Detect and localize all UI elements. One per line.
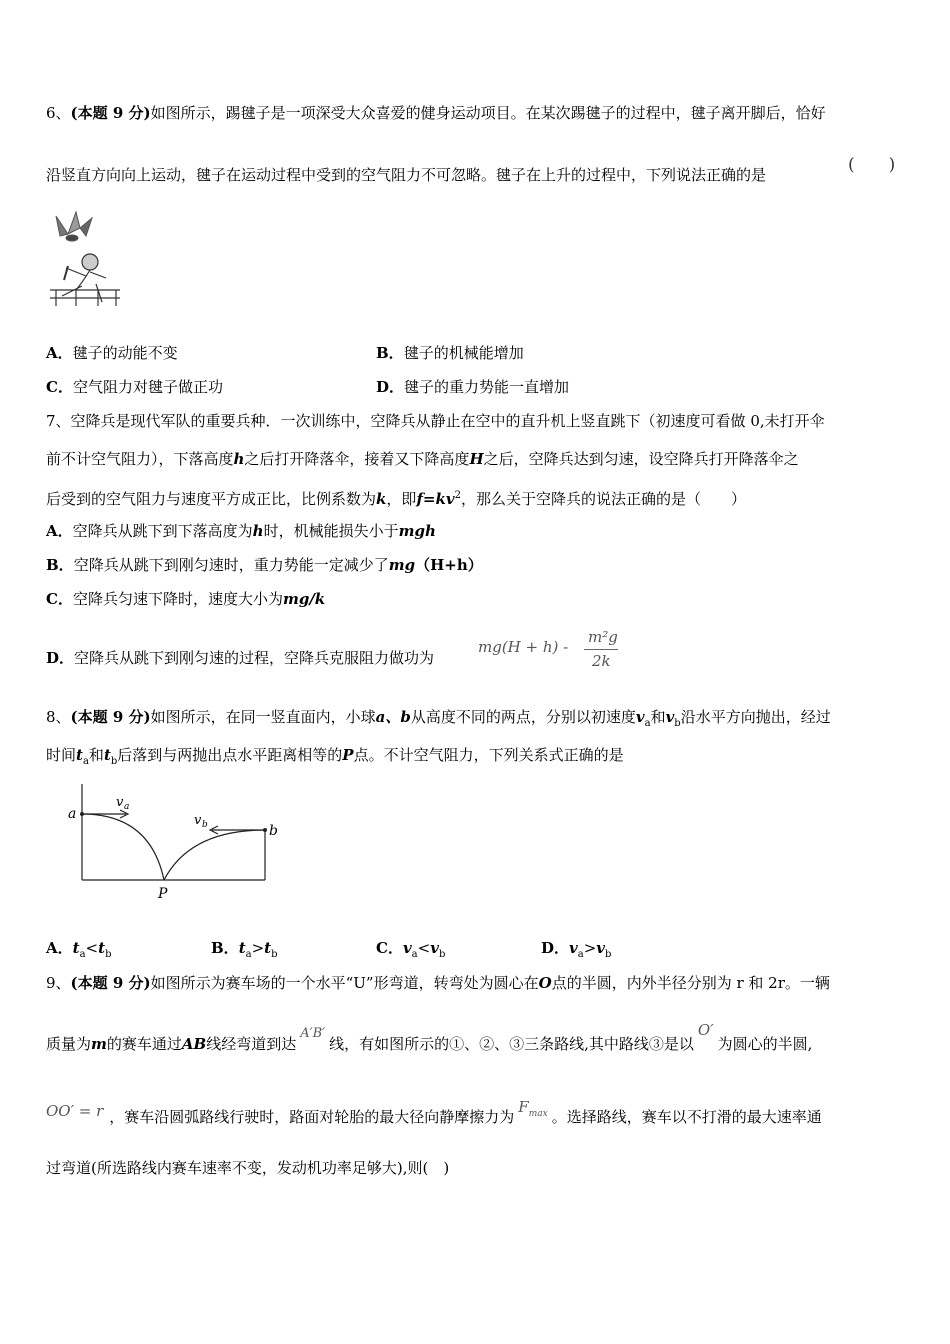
q7-option-b[interactable]: B．空降兵从跳下到刚匀速时，重力势能一定减少了mg（H+h） (46, 556, 483, 574)
q9-line2: 质量为m的赛车通过AB线经弯道到达A′B′线，有如图所示的①、②、③三条路线,其中路线③是以O′为圆心的半圆, (46, 1021, 813, 1053)
q8-option-d[interactable]: D．$v_a>v_b$ (541, 939, 612, 960)
projectile-figure (60, 778, 290, 904)
label-va: v (116, 795, 124, 810)
q9-line4: 过弯道(所选路线内赛车速率不变，发动机功率足够大),则( ) (46, 1159, 450, 1177)
q7-line3: 后受到的空气阻力与速度平方成正比，比例系数为k，即$f=kv^2$，那么关于空降兵的说法正确的是（ ） (46, 490, 746, 508)
label-a: a (68, 806, 77, 822)
q9-line1: 9、(本题 9 分)如图所示为赛车场的一个水平“U”形弯道，转弯处为圆心在O点的半圆，内外半径分别为 r 和 2r。一辆 (46, 974, 830, 992)
label-vb-sub: b (202, 820, 208, 830)
q6-option-c[interactable]: C．空气阻力对毽子做正功 (46, 378, 223, 396)
trajectory-b (164, 830, 265, 880)
q7-line1: 7、空降兵是现代军队的重要兵种．一次训练中，空降兵从静止在空中的直升机上竖直跳下（初速度可看做 0,未打开伞 (46, 412, 825, 430)
q6-line2: 沿竖直方向向上运动，毽子在运动过程中受到的空气阻力不可忽略。毽子在上升的过程中，下列说法正确的是 (46, 166, 767, 184)
trajectory-a (82, 814, 164, 880)
q8-line1: 8、(本题 9 分)如图所示，在同一竖直面内，小球a、b从高度不同的两点，分别以初速度$v_a$和$v_b$沿水平方向抛出，经过 (46, 708, 831, 729)
q6-line1: 6、(本题 9 分)如图所示，踢毽子是一项深受大众喜爱的健身运动项目。在某次踢毽子的过程中，毽子离开脚后，恰好 (46, 104, 826, 122)
q7-option-d[interactable]: D．空降兵从跳下到刚匀速的过程，空降兵克服阻力做功为 (46, 649, 435, 667)
q6-answer-bracket: ( ) (848, 155, 896, 175)
q7-line2: 前不计空气阻力），下落高度h之后打开降落伞，接着又下降高度H之后，空降兵达到匀速，设空降兵打开降落伞之 (46, 450, 799, 468)
shuttlecock-kick-figure (46, 206, 124, 312)
q6-option-a[interactable]: A．毽子的动能不变 (46, 344, 178, 362)
label-P: P (158, 886, 168, 902)
q6-option-d[interactable]: D．毽子的重力势能一直增加 (376, 378, 570, 396)
label-vb: v (194, 813, 202, 828)
fraction-bar (584, 649, 618, 650)
q7-option-a[interactable]: A．空降兵从跳下到下落高度为h时，机械能损失小于mgh (46, 522, 436, 540)
q8-option-b[interactable]: B．$t_a>t_b$ (211, 939, 278, 960)
q8-line2: 时间$t_a$和$t_b$后落到与两抛出点水平距离相等的P点。不计空气阻力，下列关系式正确的是 (46, 746, 624, 767)
q6-score: (本题 9 分) (70, 104, 151, 122)
label-b: b (269, 823, 278, 839)
label-va-sub: a (124, 802, 130, 812)
q6-option-b[interactable]: B．毽子的机械能增加 (376, 344, 524, 362)
q8-option-a[interactable]: A．$t_a<t_b$ (46, 939, 112, 960)
q7-option-c[interactable]: C．空降兵匀速下降时，速度大小为mg/k (46, 590, 326, 608)
q9-line3: OO′ = r ，赛车沿圆弧路线行驶时，路面对轮胎的最大径向静摩擦力为$F_{max}$ 。选择路线，赛车以不打滑的最大速率通 (46, 1098, 822, 1126)
q8-option-c[interactable]: C．$v_a<v_b$ (376, 939, 446, 960)
